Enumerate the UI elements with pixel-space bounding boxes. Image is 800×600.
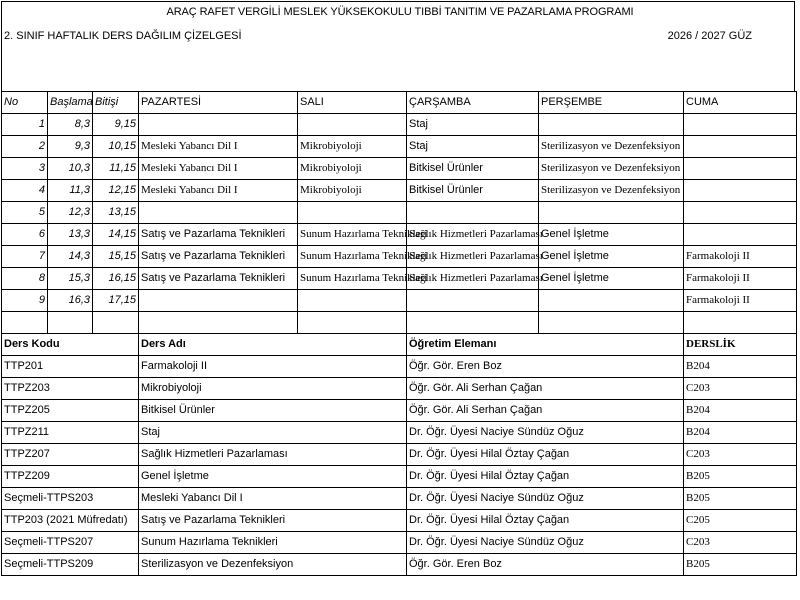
course-classroom: B204: [684, 400, 797, 422]
wednesday-course: Sağlık Hizmetleri Pazarlaması: [407, 246, 539, 268]
header-instructor: Öğretim Elemanı: [407, 334, 684, 356]
course-instructor: Öğr. Gör. Eren Boz: [407, 356, 684, 378]
slot-number: 1: [2, 114, 48, 136]
slot-number: 9: [2, 290, 48, 312]
course-instructor: Öğr. Gör. Ali Serhan Çağan: [407, 400, 684, 422]
document-title: ARAÇ RAFET VERGİLİ MESLEK YÜKSEKOKULU TIBBİ TANITIM VE PAZARLAMA PROGRAMI: [166, 6, 634, 18]
schedule-row: [2, 202, 797, 224]
monday-course: Mesleki Yabancı Dil I: [139, 158, 298, 180]
wednesday-course: Bitkisel Ürünler: [407, 158, 539, 180]
course-row: [2, 532, 797, 554]
empty-cell: [298, 312, 407, 334]
schedule-header-row: [2, 92, 797, 114]
schedule-row: [2, 158, 797, 180]
monday-course: Satış ve Pazarlama Teknikleri: [139, 268, 298, 290]
spacer-row: [2, 312, 797, 334]
schedule-row: [2, 246, 797, 268]
friday-course: Farmakoloji II: [684, 268, 797, 290]
monday-course: Satış ve Pazarlama Teknikleri: [139, 246, 298, 268]
header-monday: PAZARTESİ: [139, 92, 298, 114]
course-code: TTP203 (2021 Müfredatı): [2, 510, 139, 532]
thursday-course: Sterilizasyon ve Dezenfeksiyon: [539, 180, 684, 202]
slot-end: 13,15: [93, 202, 139, 224]
empty-cell: [139, 312, 298, 334]
course-classroom: B205: [684, 466, 797, 488]
course-instructor: Dr. Öğr. Üyesi Hilal Öztay Çağan: [407, 444, 684, 466]
course-row: [2, 510, 797, 532]
slot-end: 17,15: [93, 290, 139, 312]
course-classroom: C203: [684, 444, 797, 466]
friday-course: Farmakoloji II: [684, 246, 797, 268]
header-tuesday: SALI: [298, 92, 407, 114]
empty-cell: [539, 312, 684, 334]
course-classroom: B205: [684, 554, 797, 576]
schedule-row: [2, 268, 797, 290]
wednesday-course: Staj: [407, 136, 539, 158]
header-thursday: PERŞEMBE: [539, 92, 684, 114]
monday-course: Mesleki Yabancı Dil I: [139, 180, 298, 202]
tuesday-course: Mikrobiyoloji: [298, 180, 407, 202]
course-code: TTPZ209: [2, 466, 139, 488]
header-course-name: Ders Adı: [139, 334, 407, 356]
course-classroom: B204: [684, 422, 797, 444]
tuesday-course: Mikrobiyoloji: [298, 136, 407, 158]
header-no: No: [2, 92, 48, 114]
course-code: TTPZ211: [2, 422, 139, 444]
tuesday-course: Sunum Hazırlama Teknikleri: [298, 224, 407, 246]
course-instructor: Dr. Öğr. Üyesi Hilal Öztay Çağan: [407, 466, 684, 488]
thursday-course: Genel İşletme: [539, 246, 684, 268]
tuesday-course: Mikrobiyoloji: [298, 158, 407, 180]
friday-course: [684, 158, 797, 180]
course-row: [2, 444, 797, 466]
slot-end: 16,15: [93, 268, 139, 290]
course-classroom: B205: [684, 488, 797, 510]
course-name: Staj: [139, 422, 407, 444]
course-row: [2, 466, 797, 488]
course-row: [2, 422, 797, 444]
slot-start: 8,3: [48, 114, 93, 136]
course-code: TTPZ205: [2, 400, 139, 422]
course-row: [2, 488, 797, 510]
slot-start: 10,3: [48, 158, 93, 180]
slot-number: 6: [2, 224, 48, 246]
document-subtitle: 2. SINIF HAFTALIK DERS DAĞILIM ÇİZELGESİ: [4, 30, 242, 42]
course-row: [2, 554, 797, 576]
header-friday: CUMA: [684, 92, 797, 114]
slot-number: 2: [2, 136, 48, 158]
course-name: Sunum Hazırlama Teknikleri: [139, 532, 407, 554]
schedule-row: [2, 114, 797, 136]
course-instructor: Öğr. Gör. Eren Boz: [407, 554, 684, 576]
slot-start: 12,3: [48, 202, 93, 224]
courses-header-row: [2, 334, 797, 356]
course-code: TTP201: [2, 356, 139, 378]
header-course-code: Ders Kodu: [2, 334, 139, 356]
empty-cell: [48, 312, 93, 334]
slot-end: 9,15: [93, 114, 139, 136]
course-name: Genel İşletme: [139, 466, 407, 488]
monday-course: [139, 202, 298, 224]
empty-cell: [2, 312, 48, 334]
course-name: Mikrobiyoloji: [139, 378, 407, 400]
wednesday-course: Staj: [407, 114, 539, 136]
slot-start: 9,3: [48, 136, 93, 158]
friday-course: [684, 224, 797, 246]
thursday-course: Genel İşletme: [539, 268, 684, 290]
schedule-row: [2, 224, 797, 246]
header-classroom: DERSLİK: [684, 334, 797, 356]
monday-course: [139, 290, 298, 312]
slot-end: 10,15: [93, 136, 139, 158]
course-instructor: Dr. Öğr. Üyesi Naciye Sündüz Oğuz: [407, 422, 684, 444]
course-instructor: Dr. Öğr. Üyesi Hilal Öztay Çağan: [407, 510, 684, 532]
friday-course: Farmakoloji II: [684, 290, 797, 312]
tuesday-course: [298, 202, 407, 224]
slot-number: 8: [2, 268, 48, 290]
course-classroom: C203: [684, 532, 797, 554]
slot-end: 11,15: [93, 158, 139, 180]
monday-course: [139, 114, 298, 136]
slot-start: 15,3: [48, 268, 93, 290]
header-end: Bitişi: [93, 92, 139, 114]
course-row: [2, 378, 797, 400]
monday-course: Satış ve Pazarlama Teknikleri: [139, 224, 298, 246]
tuesday-course: Sunum Hazırlama Teknikleri: [298, 246, 407, 268]
slot-end: 15,15: [93, 246, 139, 268]
tuesday-course: [298, 114, 407, 136]
slot-start: 14,3: [48, 246, 93, 268]
course-name: Mesleki Yabancı Dil I: [139, 488, 407, 510]
wednesday-course: Sağlık Hizmetleri Pazarlaması: [407, 224, 539, 246]
empty-cell: [93, 312, 139, 334]
course-code: Seçmeli-TTPS203: [2, 488, 139, 510]
friday-course: [684, 202, 797, 224]
friday-course: [684, 114, 797, 136]
course-name: Satış ve Pazarlama Teknikleri: [139, 510, 407, 532]
thursday-course: [539, 114, 684, 136]
course-instructor: Dr. Öğr. Üyesi Naciye Sündüz Oğuz: [407, 488, 684, 510]
course-name: Farmakoloji II: [139, 356, 407, 378]
monday-course: Mesleki Yabancı Dil I: [139, 136, 298, 158]
course-row: [2, 400, 797, 422]
slot-end: 14,15: [93, 224, 139, 246]
slot-number: 7: [2, 246, 48, 268]
empty-cell: [407, 312, 539, 334]
wednesday-course: Bitkisel Ürünler: [407, 180, 539, 202]
thursday-course: Genel İşletme: [539, 224, 684, 246]
wednesday-course: Sağlık Hizmetleri Pazarlaması: [407, 268, 539, 290]
course-classroom: B204: [684, 356, 797, 378]
course-instructor: Öğr. Gör. Ali Serhan Çağan: [407, 378, 684, 400]
slot-start: 16,3: [48, 290, 93, 312]
header-start: Başlama: [48, 92, 93, 114]
schedule-table: [1, 91, 797, 576]
tuesday-course: Sunum Hazırlama Teknikleri: [298, 268, 407, 290]
course-classroom: C205: [684, 510, 797, 532]
course-instructor: Dr. Öğr. Üyesi Naciye Sündüz Oğuz: [407, 532, 684, 554]
slot-number: 4: [2, 180, 48, 202]
empty-cell: [684, 312, 797, 334]
schedule-row: [2, 136, 797, 158]
course-row: [2, 356, 797, 378]
course-code: TTPZ207: [2, 444, 139, 466]
wednesday-course: [407, 202, 539, 224]
course-name: Sterilizasyon ve Dezenfeksiyon: [139, 554, 407, 576]
header-wednesday: ÇARŞAMBA: [407, 92, 539, 114]
schedule-row: [2, 290, 797, 312]
course-code: Seçmeli-TTPS209: [2, 554, 139, 576]
course-code: Seçmeli-TTPS207: [2, 532, 139, 554]
thursday-course: [539, 202, 684, 224]
slot-number: 3: [2, 158, 48, 180]
wednesday-course: [407, 290, 539, 312]
friday-course: [684, 136, 797, 158]
tuesday-course: [298, 290, 407, 312]
course-classroom: C203: [684, 378, 797, 400]
thursday-course: Sterilizasyon ve Dezenfeksiyon: [539, 136, 684, 158]
thursday-course: Sterilizasyon ve Dezenfeksiyon: [539, 158, 684, 180]
slot-start: 11,3: [48, 180, 93, 202]
course-name: Sağlık Hizmetleri Pazarlaması: [139, 444, 407, 466]
slot-end: 12,15: [93, 180, 139, 202]
slot-start: 13,3: [48, 224, 93, 246]
friday-course: [684, 180, 797, 202]
course-code: TTPZ203: [2, 378, 139, 400]
academic-term: 2026 / 2027 GÜZ: [667, 30, 752, 42]
thursday-course: [539, 290, 684, 312]
slot-number: 5: [2, 202, 48, 224]
schedule-row: [2, 180, 797, 202]
course-name: Bitkisel Ürünler: [139, 400, 407, 422]
